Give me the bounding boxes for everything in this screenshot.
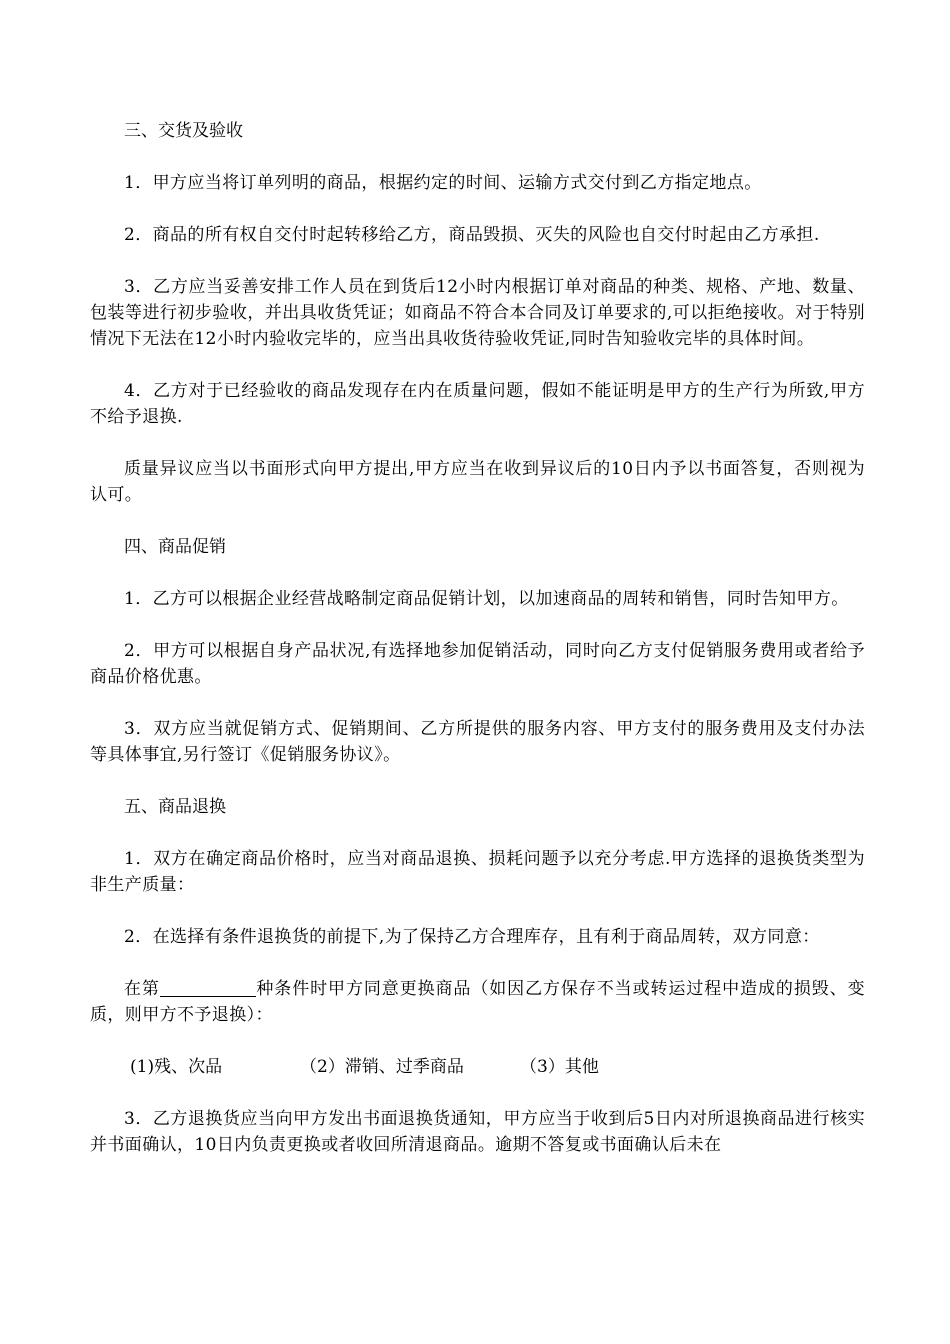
condition-text-after: 种条件时甲方同意更换商品（如因乙方保存不当或转运过程中造成的损毁、变质，则甲方不予退换）： (90, 979, 865, 1025)
section-3-quality-objection: 质量异议应当以书面形式向甲方提出,甲方应当在收到异议后的10日内予以书面答复，否则视为认可。 (90, 459, 865, 505)
section-3-clause-1: 1．甲方应当将订单列明的商品，根据约定的时间、运输方式交付到乙方指定地点。 (124, 173, 762, 193)
section-3-clause-4: 4．乙方对于已经验收的商品发现存在内在质量问题，假如不能证明是甲方的生产行为所致,甲方不给予退换. (90, 381, 865, 427)
option-unsold: （2）滞销、过季商品 (300, 1057, 464, 1077)
section-5-clause-2: 2．在选择有条件退换货的前提下,为了保持乙方合理库存，且有利于商品周转，双方同意： (124, 927, 820, 947)
section-5-heading: 五、商品退换 (124, 797, 226, 817)
condition-number-blank (160, 978, 256, 997)
condition-text-before: 在第 (124, 979, 160, 999)
section-4-clause-3: 3．双方应当就促销方式、促销期间、乙方所提供的服务内容、甲方支付的服务费用及支付办法等具体事宜,另行签订《促销服务协议》。 (90, 719, 865, 765)
section-5-condition (90, 976, 865, 1028)
section-4-clause-1: 1．乙方可以根据企业经营战略制定商品促销计划，以加速商品的周转和销售，同时告知甲方。 (124, 589, 849, 609)
section-5-clause-3: 3．乙方退换货应当向甲方发出书面退换货通知，甲方应当于收到后5日内对所退换商品进行核实并书面确认，10日内负责更换或者收回所清退商品。逾期不答复或书面确认后未在 (90, 1109, 865, 1155)
section-4-heading: 四、商品促销 (124, 537, 226, 557)
section-3-clause-2: 2．商品的所有权自交付时起转移给乙方，商品毁损、灭失的风险也自交付时起由乙方承担. (124, 225, 820, 245)
section-3-heading: 三、交货及验收 (124, 121, 243, 141)
option-other: （3）其他 (520, 1057, 599, 1077)
section-3-clause-3: 3．乙方应当妥善安排工作人员在到货后12小时内根据订单对商品的种类、规格、产地、数量、包装等进行初步验收，并出具收货凭证；如商品不符合本合同及订单要求的,可以拒绝接收。对于特别情况下无法在12小时内验收完毕的，应当出具收货待验收凭证,同时告知验收完毕的具体时间。 (90, 277, 865, 349)
contract-page (90, 118, 865, 1158)
condition-options (90, 1054, 865, 1080)
option-defective: (1)残、次品 (130, 1057, 223, 1077)
section-5-clause-1: 1．双方在确定商品价格时，应当对商品退换、损耗问题予以充分考虑.甲方选择的退换货类型为非生产质量： (90, 849, 865, 895)
section-4-clause-2: 2．甲方可以根据自身产品状况,有选择地参加促销活动，同时向乙方支付促销服务费用或者给予商品价格优惠。 (90, 641, 865, 687)
